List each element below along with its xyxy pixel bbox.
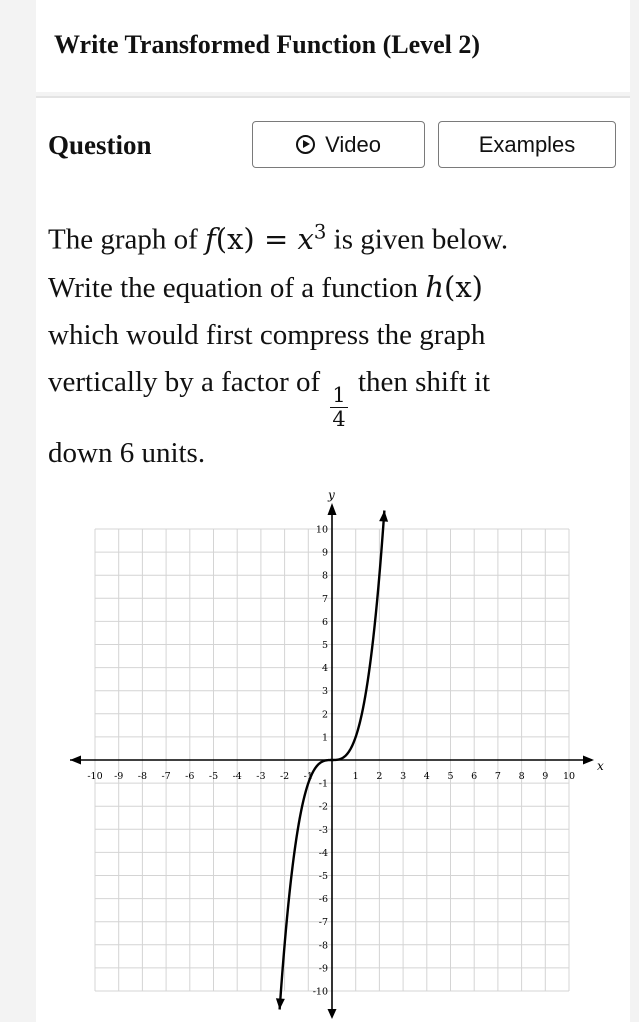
question-text-part: is given below. — [326, 223, 509, 256]
y-axis-up-arrow — [328, 503, 337, 515]
curve-arrowhead — [379, 511, 388, 522]
x-axis-left-arrow — [70, 756, 81, 765]
y-tick-label: -4 — [318, 847, 328, 859]
y-tick-label: 9 — [321, 547, 328, 559]
x-tick-label: 8 — [518, 771, 525, 782]
y-tick-label: -3 — [318, 824, 328, 836]
fraction-numerator: 1 — [332, 383, 346, 408]
y-axis-label: y — [328, 488, 335, 502]
x-tick-label: 7 — [494, 771, 501, 782]
examples-button-label: Examples — [478, 131, 576, 157]
y-tick-label: 3 — [321, 686, 328, 698]
x-tick-label: -1 — [303, 771, 313, 782]
y-tick-label: -8 — [318, 940, 328, 952]
y-tick-label: -2 — [318, 801, 328, 813]
y-tick-label: -7 — [318, 917, 328, 929]
question-text-part: The graph of — [48, 223, 206, 256]
y-axis-down-arrow — [328, 1009, 337, 1019]
video-button-label: Video — [325, 131, 381, 157]
math-equals: = — [254, 221, 298, 256]
x-tick-label: 10 — [562, 771, 576, 782]
y-tick-label: 10 — [315, 524, 328, 536]
math-x: x — [297, 221, 314, 256]
x-tick-label: 3 — [400, 771, 407, 782]
x-tick-label: 6 — [471, 771, 478, 782]
question-text-part: then shift it — [350, 365, 491, 398]
y-tick-label: -5 — [318, 871, 328, 882]
math-exponent: 3 — [313, 220, 327, 243]
y-tick-label: 5 — [321, 640, 328, 651]
x-tick-label: -7 — [161, 771, 171, 782]
x-tick-label: 2 — [376, 771, 383, 782]
y-tick-label: -10 — [312, 986, 328, 998]
y-tick-label: 7 — [321, 593, 328, 605]
x-tick-label: -2 — [279, 771, 290, 782]
x-tick-label: -9 — [114, 771, 124, 782]
question-text-part: vertically by a factor of — [48, 365, 328, 398]
x-tick-label: -6 — [185, 771, 195, 782]
x-tick-label: 9 — [542, 771, 549, 782]
x-axis-right-arrow — [583, 756, 594, 765]
y-tick-label: 2 — [321, 709, 328, 721]
question-label: Question — [48, 130, 152, 160]
x-tick-label: -8 — [137, 771, 148, 782]
math-f: f — [205, 221, 216, 256]
x-tick-label: 1 — [352, 771, 359, 782]
curve-arrowhead — [276, 998, 285, 1009]
question-line-5: down 6 units. — [48, 436, 206, 469]
y-tick-label: -1 — [318, 778, 328, 790]
question-line-3: which would first compress the graph — [48, 318, 486, 351]
x-tick-label: 5 — [447, 771, 454, 782]
math-h: h — [425, 269, 444, 304]
y-tick-label: 1 — [321, 732, 328, 744]
y-tick-label: -9 — [318, 963, 328, 975]
x-tick-label: 4 — [423, 771, 430, 782]
x-tick-label: -4 — [232, 771, 242, 782]
y-tick-label: 4 — [321, 663, 328, 675]
x-tick-label: -3 — [256, 771, 266, 782]
y-tick-label: 6 — [321, 616, 328, 628]
x-tick-label: -5 — [208, 771, 219, 782]
y-tick-label: -6 — [318, 894, 328, 906]
math-hx-arg: (x) — [444, 269, 483, 304]
question-text-part: Write the equation of a function — [48, 271, 426, 304]
math-fx-arg: (x) — [215, 221, 255, 256]
x-tick-label: -10 — [87, 771, 103, 782]
y-tick-label: 8 — [321, 570, 328, 582]
x-axis-label: x — [597, 759, 604, 773]
fraction-denominator: 4 — [332, 407, 346, 431]
page-title: Write Transformed Function (Level 2) — [54, 30, 481, 59]
